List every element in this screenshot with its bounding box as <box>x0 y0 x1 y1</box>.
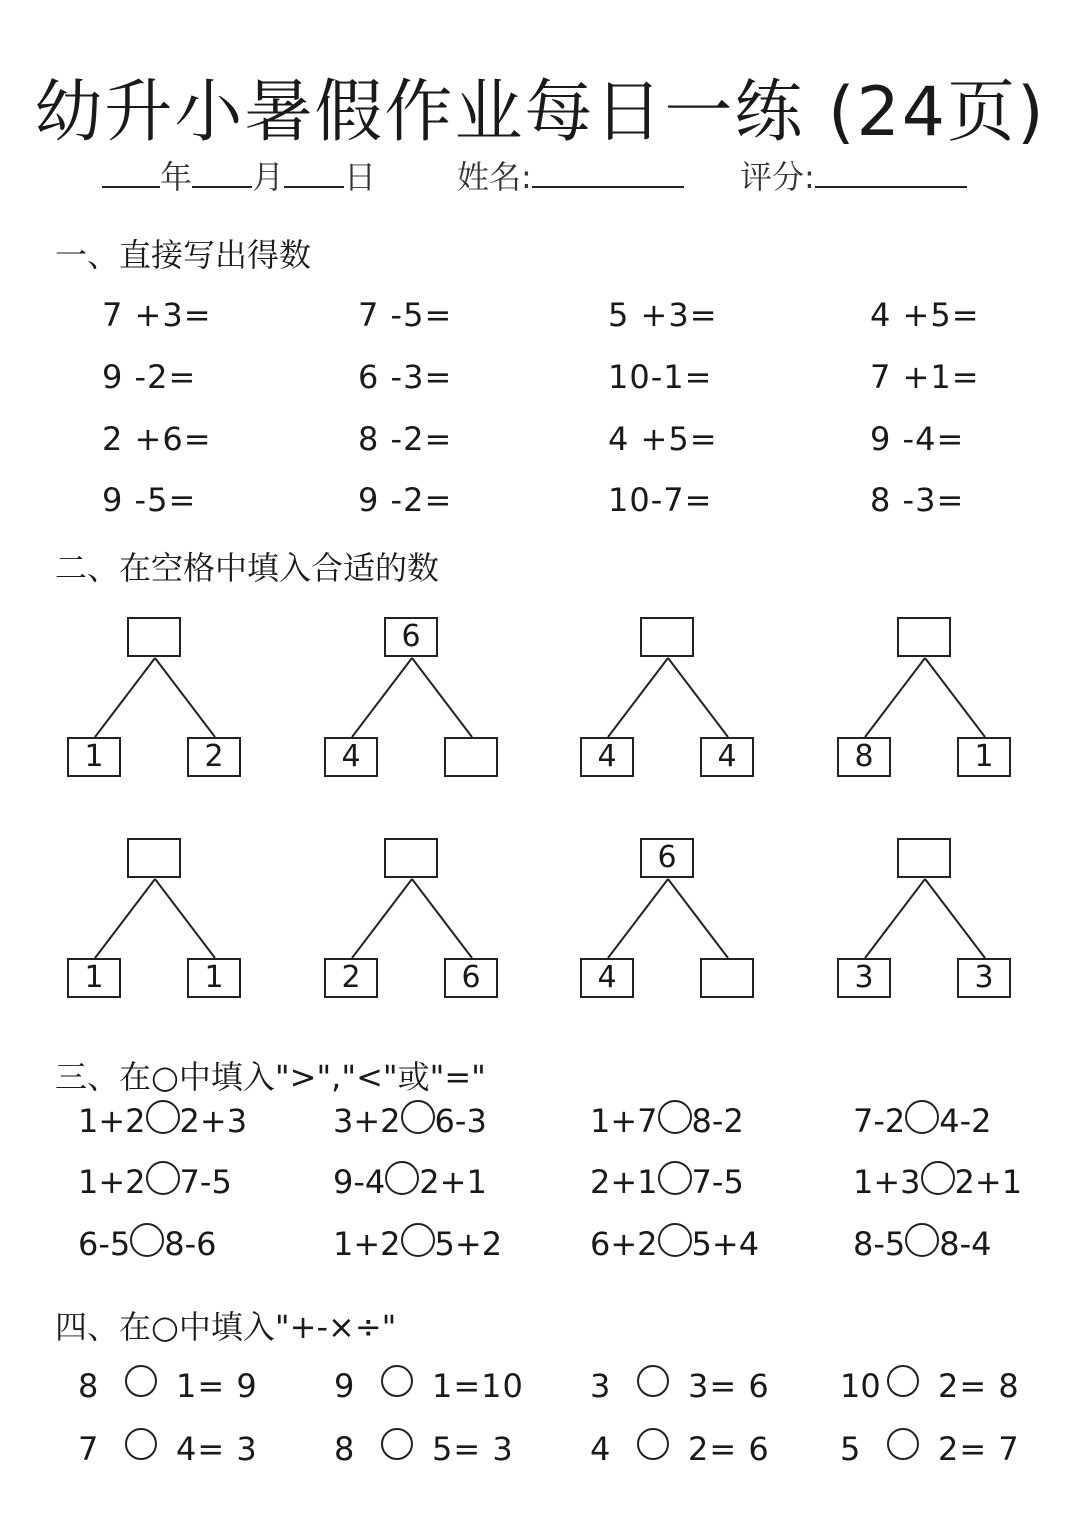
bond-left-line <box>608 658 668 737</box>
comparison-problem <box>853 1102 992 1140</box>
comparison-problem <box>590 1225 759 1263</box>
operand-left: 9 <box>334 1367 355 1405</box>
bond-top-box[interactable] <box>127 838 181 878</box>
answer-circle[interactable] <box>385 1161 419 1195</box>
comparison-right: 2+1 <box>419 1163 487 1201</box>
operator-circle[interactable] <box>887 1365 919 1397</box>
arithmetic-problem[interactable]: 2 +6= <box>102 420 212 458</box>
comparison-problem <box>333 1225 502 1263</box>
arithmetic-problem[interactable]: 9 -5= <box>102 481 197 519</box>
name-blank[interactable] <box>532 156 684 188</box>
bond-left-box: 4 <box>580 737 634 777</box>
comparison-right: 2+1 <box>954 1163 1023 1201</box>
arithmetic-problem[interactable]: 8 -3= <box>870 481 965 519</box>
bond-right-line <box>668 879 728 958</box>
bond-top-box[interactable] <box>640 617 694 657</box>
score-line <box>740 152 967 198</box>
comparison-left: 7-2 <box>853 1102 906 1140</box>
operand-right-result: 2= 7 <box>938 1430 1020 1468</box>
answer-circle[interactable] <box>658 1161 692 1195</box>
operand-left: 3 <box>590 1367 611 1405</box>
arithmetic-problem[interactable]: 4 +5= <box>608 420 718 458</box>
bond-left-box: 1 <box>67 737 121 777</box>
bond-right-box: 1 <box>957 737 1011 777</box>
comparison-problem <box>590 1102 744 1140</box>
bond-top-box[interactable] <box>897 617 951 657</box>
bond-left-line <box>865 658 925 737</box>
month-label: 月 <box>252 158 285 196</box>
bond-left-box: 1 <box>67 958 121 998</box>
comparison-right: 5+2 <box>434 1225 503 1263</box>
name-label: 姓名: <box>457 158 532 196</box>
day-blank[interactable] <box>284 156 344 188</box>
bond-right-line <box>925 879 985 958</box>
year-label: 年 <box>160 158 193 196</box>
comparison-left: 6+2 <box>590 1225 658 1263</box>
bond-top-box[interactable] <box>897 838 951 878</box>
operand-left: 8 <box>334 1430 355 1468</box>
comparison-right: 8-6 <box>164 1225 217 1263</box>
section3-heading: 三、在○中填入">","<"或"=" <box>55 1058 486 1096</box>
bond-left-box: 8 <box>837 737 891 777</box>
comparison-left: 1+2 <box>78 1102 146 1140</box>
bond-right-box: 6 <box>444 958 498 998</box>
comparison-left: 1+3 <box>853 1163 921 1201</box>
operand-right-result: 2= 8 <box>938 1367 1020 1405</box>
answer-circle[interactable] <box>658 1223 692 1257</box>
comparison-right: 2+3 <box>179 1102 248 1140</box>
comparison-problem <box>78 1225 217 1263</box>
operand-right-result: 1= 9 <box>176 1367 258 1405</box>
operand-left: 8 <box>78 1367 99 1405</box>
comparison-left: 8-5 <box>853 1225 906 1263</box>
section2-heading: 二、在空格中填入合适的数 <box>55 549 440 587</box>
arithmetic-problem[interactable]: 10-7= <box>608 481 713 519</box>
operand-left: 5 <box>840 1430 861 1468</box>
bond-left-line <box>352 879 412 958</box>
comparison-problem <box>78 1102 247 1140</box>
answer-circle[interactable] <box>905 1100 939 1134</box>
page-title: 幼升小暑假作业每日一练 (24页) <box>34 73 1046 152</box>
bond-top-box: 6 <box>640 838 694 878</box>
bond-right-box: 2 <box>187 737 241 777</box>
bond-left-box: 2 <box>324 958 378 998</box>
operand-right-result: 3= 6 <box>688 1367 770 1405</box>
arithmetic-problem[interactable]: 10-1= <box>608 358 713 396</box>
bond-right-line <box>155 658 215 737</box>
answer-circle[interactable] <box>401 1223 435 1257</box>
answer-circle[interactable] <box>146 1100 180 1134</box>
comparison-right: 4-2 <box>939 1102 992 1140</box>
comparison-right: 8-2 <box>691 1102 744 1140</box>
operand-left: 4 <box>590 1430 611 1468</box>
score-blank[interactable] <box>815 156 967 188</box>
operand-right-result: 1=10 <box>432 1367 524 1405</box>
bond-right-line <box>925 658 985 737</box>
bond-right-box[interactable] <box>444 737 498 777</box>
operand-left: 7 <box>78 1430 99 1468</box>
section4-heading: 四、在○中填入"+-×÷" <box>55 1308 397 1346</box>
comparison-left: 9-4 <box>333 1163 386 1201</box>
operator-circle[interactable] <box>381 1365 413 1397</box>
arithmetic-problem[interactable]: 7 +1= <box>870 358 980 396</box>
comparison-right: 5+4 <box>691 1225 760 1263</box>
bond-left-line <box>95 658 155 737</box>
bond-top-box: 6 <box>384 617 438 657</box>
bond-right-line <box>412 879 472 958</box>
date-line <box>102 152 376 198</box>
operand-right-result: 4= 3 <box>176 1430 258 1468</box>
answer-circle[interactable] <box>905 1223 939 1257</box>
arithmetic-problem[interactable]: 4 +5= <box>870 296 980 334</box>
arithmetic-problem[interactable]: 9 -4= <box>870 420 965 458</box>
name-line <box>457 152 684 198</box>
comparison-left: 1+7 <box>590 1102 658 1140</box>
answer-circle[interactable] <box>921 1161 955 1195</box>
bond-left-line <box>352 658 412 737</box>
answer-circle[interactable] <box>130 1223 164 1257</box>
comparison-problem <box>78 1163 232 1201</box>
operand-right-result: 5= 3 <box>432 1430 514 1468</box>
answer-circle[interactable] <box>401 1100 435 1134</box>
month-blank[interactable] <box>192 156 252 188</box>
bond-top-box[interactable] <box>384 838 438 878</box>
comparison-problem <box>853 1163 1022 1201</box>
bond-right-box[interactable] <box>700 958 754 998</box>
comparison-left: 2+1 <box>590 1163 658 1201</box>
operator-circle[interactable] <box>125 1428 157 1460</box>
section1-heading: 一、直接写出得数 <box>55 236 312 274</box>
year-blank[interactable] <box>102 156 160 188</box>
bond-left-line <box>95 879 155 958</box>
bond-top-box[interactable] <box>127 617 181 657</box>
bond-left-line <box>608 879 668 958</box>
bond-right-box: 3 <box>957 958 1011 998</box>
comparison-left: 3+2 <box>333 1102 401 1140</box>
comparison-left: 6-5 <box>78 1225 131 1263</box>
arithmetic-problem[interactable]: 9 -2= <box>102 358 197 396</box>
bond-right-line <box>668 658 728 737</box>
operand-left: 10 <box>840 1367 881 1405</box>
bond-right-line <box>412 658 472 737</box>
answer-circle[interactable] <box>146 1161 180 1195</box>
arithmetic-problem[interactable]: 6 -3= <box>358 358 453 396</box>
arithmetic-problem[interactable]: 7 -5= <box>358 296 453 334</box>
operand-right-result: 2= 6 <box>688 1430 770 1468</box>
comparison-right: 8-4 <box>939 1225 992 1263</box>
arithmetic-problem[interactable]: 8 -2= <box>358 420 453 458</box>
comparison-problem <box>333 1163 487 1201</box>
operator-circle[interactable] <box>637 1365 669 1397</box>
bond-left-line <box>865 879 925 958</box>
arithmetic-problem[interactable]: 5 +3= <box>608 296 718 334</box>
comparison-problem <box>853 1225 992 1263</box>
comparison-left: 1+2 <box>78 1163 146 1201</box>
operator-circle[interactable] <box>381 1428 413 1460</box>
comparison-right: 6-3 <box>434 1102 487 1140</box>
bond-left-box: 4 <box>324 737 378 777</box>
bond-left-box: 3 <box>837 958 891 998</box>
comparison-left: 1+2 <box>333 1225 401 1263</box>
bond-right-box: 4 <box>700 737 754 777</box>
comparison-right: 7-5 <box>179 1163 232 1201</box>
arithmetic-problem[interactable]: 9 -2= <box>358 481 453 519</box>
comparison-problem <box>590 1163 744 1201</box>
arithmetic-problem[interactable]: 7 +3= <box>102 296 212 334</box>
day-label: 日 <box>344 158 377 196</box>
answer-circle[interactable] <box>658 1100 692 1134</box>
bond-right-line <box>155 879 215 958</box>
operator-circle[interactable] <box>125 1365 157 1397</box>
operator-circle[interactable] <box>887 1428 919 1460</box>
comparison-right: 7-5 <box>691 1163 744 1201</box>
operator-circle[interactable] <box>637 1428 669 1460</box>
bond-left-box: 4 <box>580 958 634 998</box>
score-label: 评分: <box>740 158 815 196</box>
bond-right-box: 1 <box>187 958 241 998</box>
comparison-problem <box>333 1102 487 1140</box>
